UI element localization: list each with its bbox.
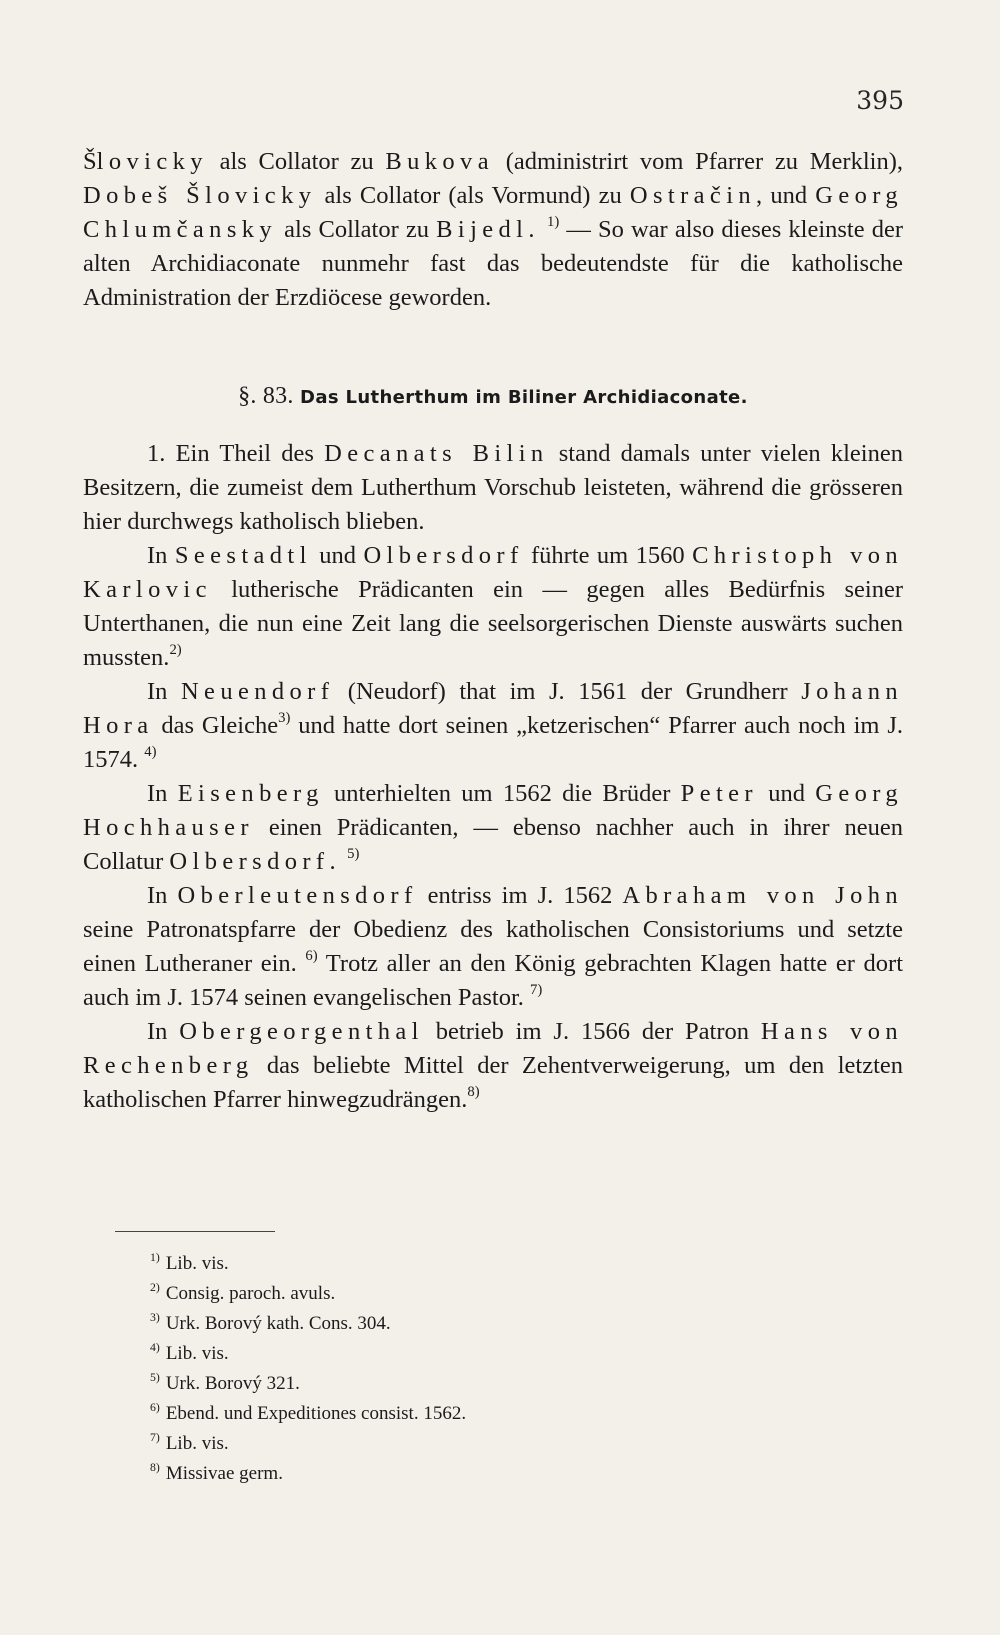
text: In <box>147 882 178 909</box>
text: unterhielten um 1562 die Brüder <box>323 780 681 807</box>
section-heading <box>83 379 903 415</box>
footnote-number: 3 <box>150 1310 156 1324</box>
footnote-ref: 1) <box>547 213 560 230</box>
footnote <box>150 1249 850 1279</box>
text: In <box>147 678 181 705</box>
footnote-ref-number: 2 <box>169 641 177 658</box>
footnote-number: 4 <box>150 1340 156 1354</box>
footnote-mark: 8) <box>150 1460 160 1474</box>
paragraph-continuation <box>83 145 903 315</box>
footnote-mark: 6) <box>150 1400 160 1414</box>
text: und <box>757 780 816 807</box>
footnote <box>150 1399 850 1429</box>
footnote-ref: 5) <box>347 845 360 862</box>
text: Trotz aller an den König gebrachten Klagen hatte er dort auch im J. 1574 seinen evangelischen Pastor. <box>83 950 904 1011</box>
footnote-text: Lib. vis. <box>165 1343 229 1364</box>
spaced-name: Ostračin <box>629 182 757 209</box>
text: — So war also dieses kleinste der alten Archidiaconate nunmehr fast das bedeutendste für die katholische Administration der Erzdiöcese geworden. <box>83 216 904 311</box>
spaced-name: Peter <box>680 780 758 807</box>
footnote-ref-number: 5 <box>347 845 355 862</box>
footnote-number: 5 <box>150 1370 156 1384</box>
footnote-ref-number: 6 <box>305 947 313 964</box>
text: als Collator zu <box>277 216 437 243</box>
footnote-ref-number: 1 <box>547 213 555 230</box>
paragraph <box>83 437 903 539</box>
page-number: 395 <box>856 86 904 115</box>
footnote-ref-number: 7 <box>530 981 538 998</box>
text: das beliebte Mittel der Zehentverweigerung, um den letzten katholischen Pfarrer hinwegzudrängen. <box>83 1052 903 1113</box>
spaced-name: Georg Hochhauser <box>83 780 904 841</box>
spaced-name: Dobeš Šlovicky <box>83 182 317 209</box>
text: 1. Ein Theil des <box>147 440 325 467</box>
footnote-text: Lib. vis. <box>165 1253 229 1274</box>
spaced-name: lovicky <box>96 148 208 175</box>
paragraph <box>83 539 903 675</box>
spaced-name: Seestadtl <box>174 542 312 569</box>
footnote <box>150 1279 850 1309</box>
text: In <box>147 780 178 807</box>
spaced-name: Oberleutensdorf <box>177 882 418 909</box>
text: , und <box>756 182 816 209</box>
spaced-name: Christoph von Karlovic <box>83 542 904 603</box>
spaced-name: Decanats Bilin <box>324 440 549 467</box>
text: stand damals unter vielen kleinen Besitzern, die zumeist dem Lutherthum Vorschub leisteten, während die grösseren hier durchwegs katholisch blieben. <box>83 440 903 535</box>
footnotes <box>150 1249 850 1489</box>
text: als Collator (als Vormund) zu <box>316 182 630 209</box>
text: Š <box>83 148 97 175</box>
footnote-text: Consig. paroch. avuls. <box>165 1283 336 1304</box>
text: lutherische Prädicanten ein — gegen alles Bedürfnis seiner Unterthanen, die nun eine Zeit lang die seelsorgerischen Dienste auswärts suchen mussten. <box>83 576 903 671</box>
text: In <box>147 1018 180 1045</box>
text: führte um 1560 <box>523 542 693 569</box>
footnote-mark: 3) <box>150 1310 160 1324</box>
section-title: Das Lutherthum im Biliner Archidiaconate. <box>300 387 748 408</box>
text: entriss im J. 1562 <box>417 882 623 909</box>
footnote-separator <box>115 1231 275 1232</box>
text: (administrirt vom Pfarrer zu Merklin), <box>493 148 903 175</box>
footnote <box>150 1369 850 1399</box>
footnote <box>150 1429 850 1459</box>
paragraph <box>83 777 903 879</box>
text: betrieb im J. 1566 der Patron <box>423 1018 761 1045</box>
footnote-number: 1 <box>150 1250 156 1264</box>
footnote <box>150 1339 850 1369</box>
footnote-ref-number: 4 <box>144 743 152 760</box>
footnote-text: Missivae germ. <box>165 1463 283 1484</box>
footnote-mark: 4) <box>150 1340 160 1354</box>
footnote-number: 6 <box>150 1400 156 1414</box>
spaced-name: Abraham von John <box>622 882 903 909</box>
spaced-name: Eisenberg <box>177 780 324 807</box>
footnote-ref: 2) <box>169 641 182 658</box>
footnote-ref: 7) <box>530 981 543 998</box>
text: seine Patronatspfarre der Obedienz des katholischen Consistoriums und setzte einen Lutheraner ein. <box>83 916 903 977</box>
paragraph <box>83 1015 903 1117</box>
spaced-name: Bijedl. <box>436 216 540 243</box>
paragraph <box>83 675 903 777</box>
footnote-text: Urk. Borový kath. Cons. 304. <box>165 1313 391 1334</box>
text: das Gleiche <box>153 712 279 739</box>
spaced-name: Hans von Rechenberg <box>83 1018 903 1079</box>
footnote-number: 2 <box>150 1280 156 1294</box>
footnote-number: 8 <box>150 1460 156 1474</box>
footnote-ref-number: 3 <box>278 709 286 726</box>
spaced-name: Obergeorgenthal <box>179 1018 424 1045</box>
spaced-name: Olbersdorf. <box>169 848 341 875</box>
text: (Neudorf) that im J. 1561 der Grundherr <box>334 678 802 705</box>
footnote-mark: 5) <box>150 1370 160 1384</box>
text: einen Prädicanten, — ebenso nachher auch in ihrer neuen Collatur <box>83 814 903 875</box>
text: und hatte dort seinen „ketzerischen“ Pfarrer auch noch im J. 1574. <box>83 712 904 773</box>
footnote-mark: 1) <box>150 1250 160 1264</box>
text: In <box>147 542 175 569</box>
footnote-ref: 3) <box>278 709 291 726</box>
spaced-name: Georg Chlumčansky <box>83 182 903 243</box>
footnote-mark: 7) <box>150 1430 160 1444</box>
footnote-ref: 4) <box>144 743 157 760</box>
footnote <box>150 1309 850 1339</box>
section-number: §. 83. <box>238 383 294 409</box>
spaced-name: Olbersdorf <box>363 542 524 569</box>
footnote-text: Ebend. und Expeditiones consist. 1562. <box>165 1403 467 1424</box>
footnote-ref: 8) <box>467 1083 480 1100</box>
body-text <box>83 145 903 1117</box>
footnote-mark: 2) <box>150 1280 160 1294</box>
footnote-text: Lib. vis. <box>165 1433 229 1454</box>
text: als Collator zu <box>207 148 386 175</box>
paragraph <box>83 879 903 1015</box>
spaced-name: Bukova <box>385 148 494 175</box>
spaced-name: Neuendorf <box>180 678 335 705</box>
text: und <box>311 542 364 569</box>
footnote-ref: 6) <box>305 947 318 964</box>
footnote-text: Urk. Borový 321. <box>165 1373 300 1394</box>
footnote <box>150 1459 850 1489</box>
spaced-name: Johann Hora <box>83 678 903 739</box>
footnote-number: 7 <box>150 1430 156 1444</box>
footnote-ref-number: 8 <box>467 1083 475 1100</box>
